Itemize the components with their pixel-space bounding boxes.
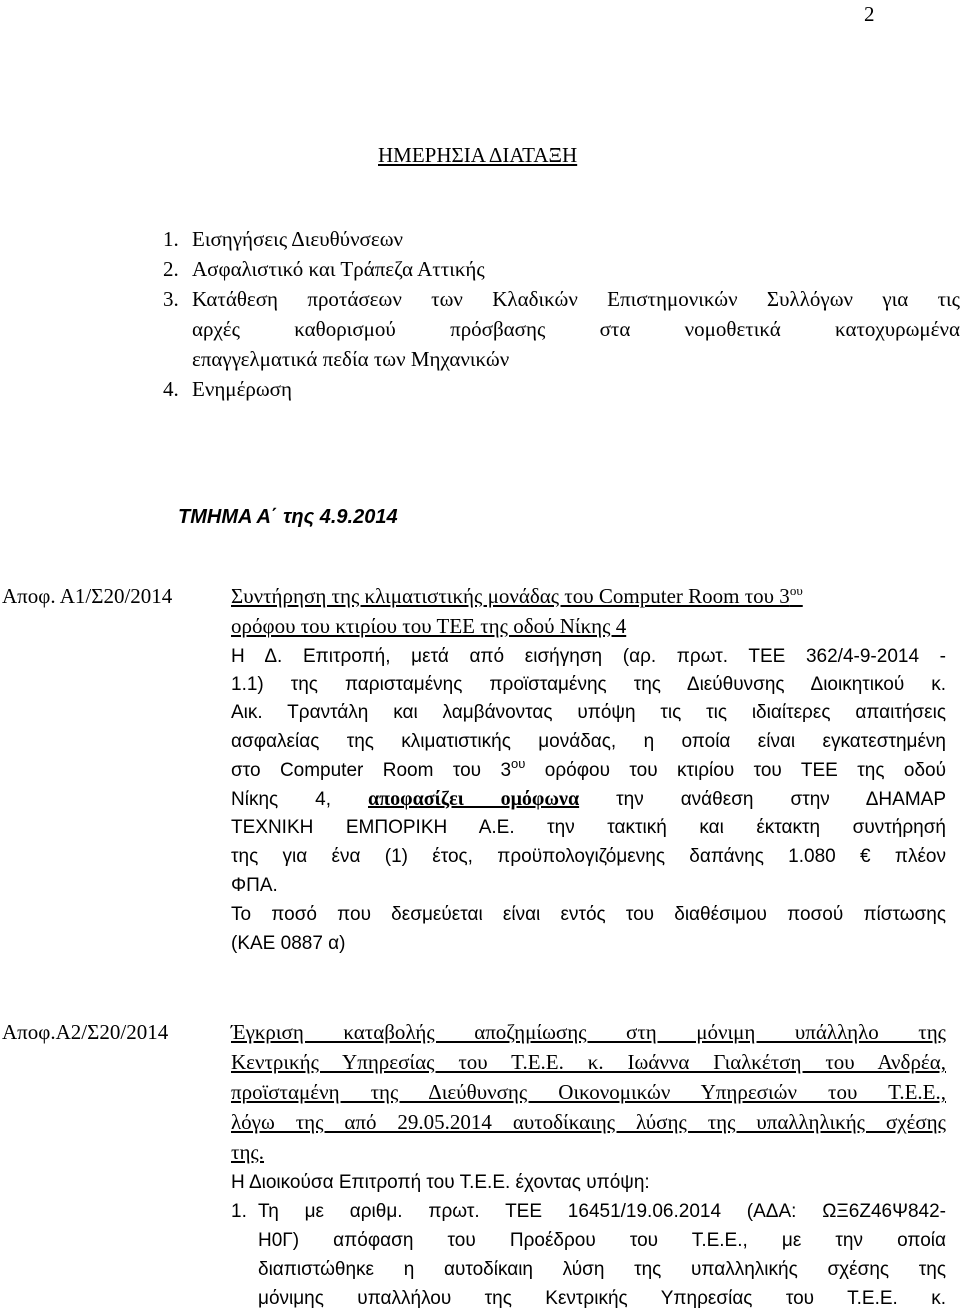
decision-body-line: ΦΠΑ. [231, 875, 278, 896]
superscript: ου [789, 583, 803, 598]
decision-label: Αποφ.Α2/Σ20/2014 [2, 1020, 169, 1044]
decision-title-line: της. [231, 1140, 264, 1164]
decision-title-line: προϊσταμένη της Διεύθυνσης Οικονομικών Υπηρεσιών του Τ.Ε.Ε., [231, 1080, 946, 1104]
decision-body-line [231, 788, 946, 811]
body-text: ορόφου του κτιρίου του ΤΕΕ της οδού [525, 760, 946, 781]
decision-body-line [231, 756, 946, 782]
decision-body-line: (ΚΑΕ 0887 α) [231, 933, 346, 954]
agenda-title: ΗΜΕΡΗΣΙΑ ΔΙΑΤΑΞΗ [378, 143, 578, 167]
decision-body-line: ΤΕΧΝΙΚΗ ΕΜΠΟΡΙΚΗ Α.Ε. την τακτική και έκτακτη συντήρησή [231, 817, 946, 838]
decision-title-line: Κεντρικής Υπηρεσίας του Τ.Ε.Ε. κ. Ιωάννα Γιαλκέτση του Ανδρέα, [231, 1050, 946, 1074]
body-text: στο Computer Room του 3 [231, 760, 512, 781]
decision-body-line: ασφαλείας της κλιματιστικής μονάδας, η οποία είναι εγκατεστημένη [231, 731, 946, 752]
agenda-item-text: Ασφαλιστικό και Τράπεζα Αττικής [192, 257, 485, 281]
decision-title-line: Έγκριση καταβολής αποζημίωσης στη μόνιμη υπάλληλο της [231, 1020, 946, 1044]
decision-title-line: λόγω της από 29.05.2014 αυτοδίκαιης λύσης της υπαλληλικής σχέσης [231, 1110, 946, 1134]
agenda-item-number: 4. [163, 377, 179, 401]
superscript: ου [511, 756, 526, 771]
decision-body-line: της για ένα (1) έτος, προϋπολογιζόμενης δαπάνης 1.080 € πλέον [231, 846, 946, 867]
decision-title-line: ορόφου του κτιρίου του ΤΕΕ της οδού Νίκης 4 [231, 614, 627, 638]
agenda-item-text: Εισηγήσεις Διευθύνσεων [192, 227, 404, 251]
agenda-item-number: 1. [163, 227, 179, 251]
numbered-item-number: 1. [231, 1201, 247, 1222]
decision-body-line: Η Δ. Επιτροπή, μετά από εισήγηση (αρ. πρωτ. ΤΕΕ 362/4-9-2014 - [231, 646, 946, 667]
agenda-item-text: αρχές καθορισμού πρόσβασης στα νομοθετικά κατοχυρωμένα [192, 317, 960, 341]
decision-title-line [231, 584, 946, 609]
agenda-item-number: 2. [163, 257, 179, 281]
decision-body-line: 1.1) της παρισταμένης προϊσταμένης της Διεύθυνσης Διοικητικού κ. [231, 674, 946, 695]
agenda-item-text: Ενημέρωση [192, 377, 292, 401]
agenda-item-text: επαγγελματικά πεδία των Μηχανικών [192, 347, 510, 371]
agenda-item-text: Κατάθεση προτάσεων των Κλαδικών Επιστημονικών Συλλόγων για τις [192, 287, 960, 311]
decision-verdict: αποφασίζει ομόφωνα [368, 788, 580, 810]
body-text: την ανάθεση στην ΔΗΑΜΑΡ [579, 789, 946, 810]
page-number: 2 [864, 2, 875, 26]
decision-label: Αποφ. Α1/Σ20/2014 [2, 584, 173, 608]
section-title: ΤΜΗΜΑ Α΄ της 4.9.2014 [178, 506, 398, 528]
numbered-item-line: διαπιστώθηκε η αυτοδίκαιη λύση της υπαλληλικής σχέσης της [258, 1259, 946, 1280]
decision-body-line: Η Διοικούσα Επιτροπή του Τ.Ε.Ε. έχοντας υπόψη: [231, 1172, 650, 1193]
agenda-item-number: 3. [163, 287, 179, 311]
numbered-item-line: Τη με αριθμ. πρωτ. ΤΕΕ 16451/19.06.2014 (ΑΔΑ: ΩΞ6Ζ46Ψ842- [258, 1201, 946, 1222]
decision-title-text: Συντήρηση της κλιματιστικής μονάδας του Computer Room του 3 [231, 584, 790, 608]
body-text: Νίκης 4, [231, 789, 369, 810]
numbered-item-line: Η0Γ) απόφαση του Προέδρου του Τ.Ε.Ε., με την οποία [258, 1230, 946, 1251]
decision-body-line: Αικ. Τραντάλη και λαμβάνοντας υπόψη τις τις ιδιαίτερες απαιτήσεις [231, 702, 946, 723]
numbered-item-line: μόνιμης υπαλλήλου της Κεντρικής Υπηρεσίας του Τ.Ε.Ε. κ. [258, 1288, 946, 1309]
decision-body-line: Το ποσό που δεσμεύεται είναι εντός του διαθέσιμου ποσού πίστωσης [231, 904, 946, 925]
